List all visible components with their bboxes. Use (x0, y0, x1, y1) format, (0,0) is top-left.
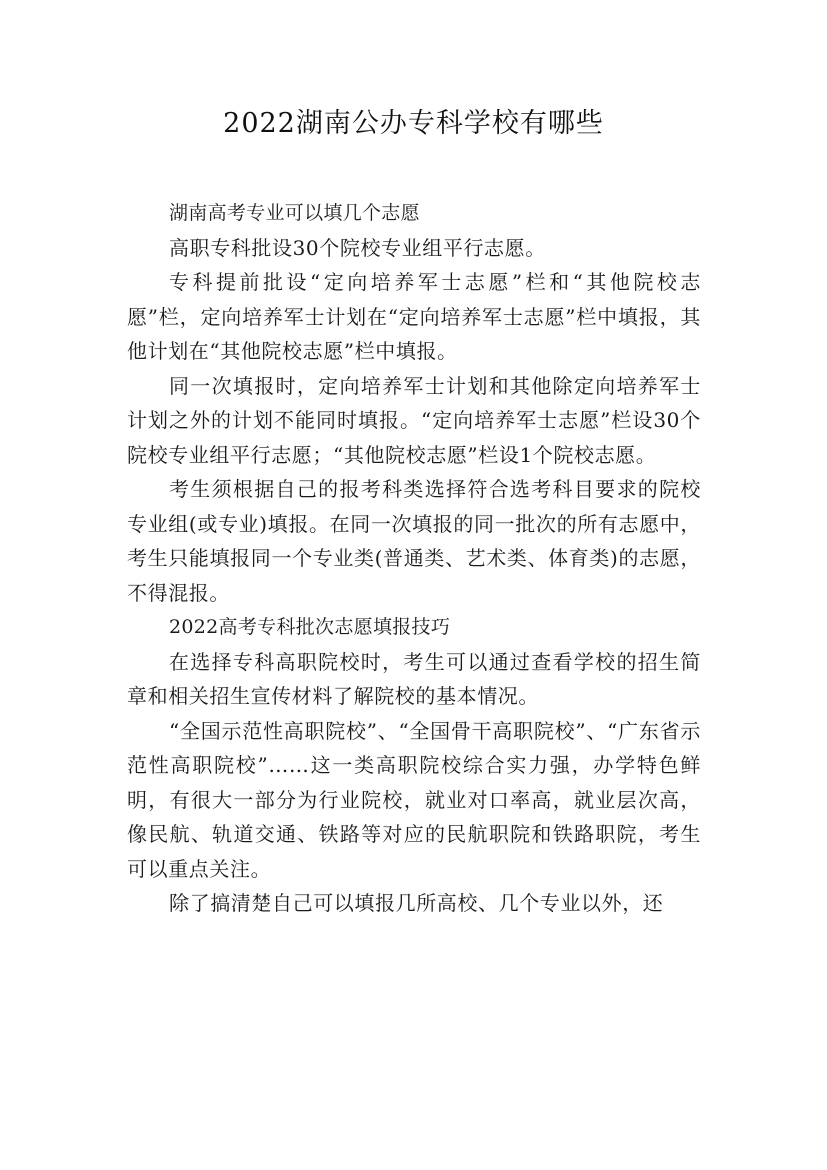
section-heading: 2022高考专科批次志愿填报技巧 (169, 616, 451, 638)
paragraph: 除了搞清楚自己可以填报几所高校、几个专业以外，还 (169, 891, 664, 915)
paragraph: 考生须根据自己的报考科类选择符合选考科目要求的院校专业组(或专业)填报。在同一次填报的同一批次的所有志愿中，考生只能填报同一个专业类(普通类、艺术类、体育类)的志愿，不得混报。 (127, 477, 701, 605)
section-heading: 湖南高考专业可以填几个志愿 (169, 202, 420, 224)
document-title: 2022湖南公办专科学校有哪些 (223, 108, 604, 139)
paragraph: “全国示范性高职院校”、“全国骨干高职院校”、“广东省示范性高职院校”……这一类高职院校综合实力强，办学特色鲜明，有很大一部分为行业院校，就业对口率高，就业层次高，像民航、轨道交通、铁路等对应的民航职院和铁路职院，考生可以重点关注。 (127, 718, 701, 881)
document-body (127, 196, 701, 921)
paragraph: 专科提前批设“定向培养军士志愿”栏和“其他院校志愿”栏，定向培养军士计划在“定向培养军士志愿”栏中填报，其他计划在“其他院校志愿”栏中填报。 (127, 270, 701, 363)
paragraph: 在选择专科高职院校时，考生可以通过查看学校的招生简章和相关招生宣传材料了解院校的基本情况。 (127, 649, 701, 708)
paragraph: 高职专科批设30个院校专业组平行志愿。 (169, 235, 546, 260)
paragraph: 同一次填报时，定向培养军士计划和其他除定向培养军士计划之外的计划不能同时填报。“定向培养军士志愿”栏设30个院校专业组平行志愿；“其他院校志愿”栏设1个院校志愿。 (127, 373, 701, 467)
